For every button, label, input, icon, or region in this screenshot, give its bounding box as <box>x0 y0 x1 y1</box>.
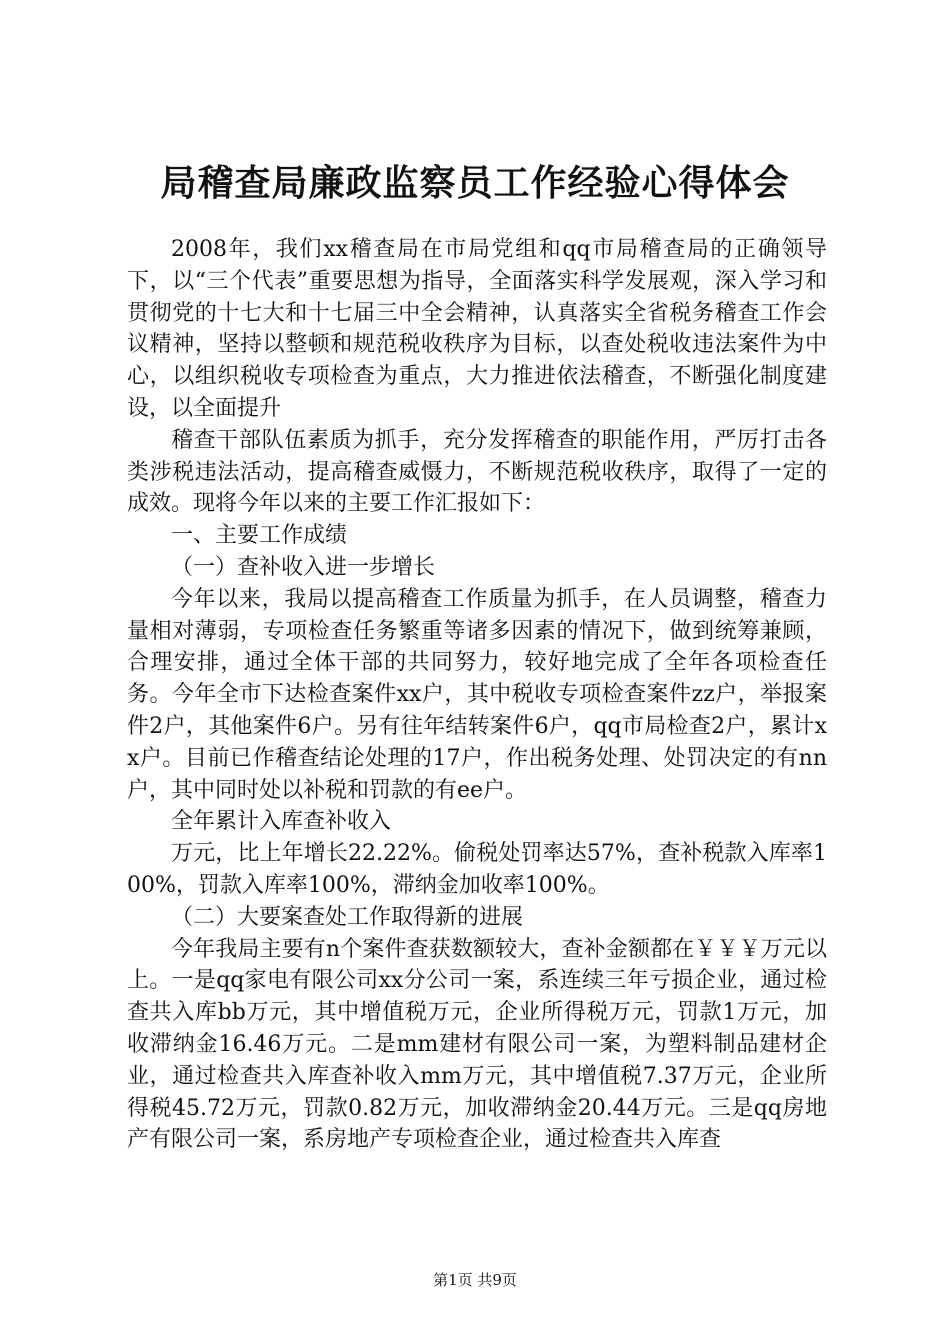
paragraph-rates: 万元，比上年增长22.22%。偷税处罚率达57%，查补税款入库率100%，罚款入库率100%，滞纳金加收率100%。 <box>127 841 827 898</box>
paragraph-inspection-cases: 今年以来，我局以提高稽查工作质量为抓手，在人员调整，稽查力量相对薄弱，专项检查任务繁重等诸多因素的情况下，做到统筹兼顾，合理安排，通过全体干部的共同努力，较好地完成了全年各项检查任务。今年全市下达检查案件xx户，其中税收专项检查案件zz户，举报案件2户，其他案件6户。另有往年结转案件6户，qq市局检查2户，累计xx户。目前已作稽查结论处理的17户，作出税务处理、处罚决定的有nn户，其中同时处以补税和罚款的有ee户。 <box>127 586 827 803</box>
page-total: 共9页 <box>477 1271 517 1289</box>
paragraph-annual-revenue: 全年累计入库查补收入 <box>171 809 392 835</box>
document-body <box>127 234 827 1156</box>
subsection-heading-major-cases: （二）大要案查处工作取得新的进展 <box>171 904 524 930</box>
paragraph-intro: 2008年，我们xx稽查局在市局党组和qq市局稽查局的正确领导下，以“三个代表”重要思想为指导，全面落实科学发展观，深入学习和贯彻党的十七大和十七届三中全会精神，认真落实全省税务稽查工作会议精神，坚持以整顿和规范税收秩序为目标，以查处税收违法案件为中心，以组织税收专项检查为重点，大力推进依法稽查，不断强化制度建设，以全面提升 <box>127 237 827 421</box>
section-heading-main-achievements: 一、主要工作成绩 <box>171 523 348 549</box>
page-number: 第1页 <box>433 1271 473 1289</box>
page-footer <box>0 1270 950 1290</box>
document-title: 局稽查局廉政监察员工作经验心得体会 <box>160 162 790 204</box>
paragraph-intro-continued: 稽查干部队伍素质为抓手，充分发挥稽查的职能作用，严厉打击各类涉税违法活动，提高稽查威慑力，不断规范税收秩序，取得了一定的成效。现将今年以来的主要工作汇报如下： <box>127 427 827 517</box>
paragraph-major-cases: 今年我局主要有n个案件查获数额较大，查补金额都在￥￥￥万元以上。一是qq家电有限公司xx分公司一案，系连续三年亏损企业，通过检查共入库bb万元，其中增值税万元，企业所得税万元，罚款1万元，加收滞纳金16.46万元。二是mm建材有限公司一案，为塑料制品建材企业，通过检查共入库查补收入mm万元，其中增值税7.37万元，企业所得税45.72万元，罚款0.82万元，加收滞纳金20.44万元。三是qq房地产有限公司一案，系房地产专项检查企业，通过检查共入库查 <box>127 936 827 1153</box>
subsection-heading-revenue-growth: （一）查补收入进一步增长 <box>171 554 436 580</box>
